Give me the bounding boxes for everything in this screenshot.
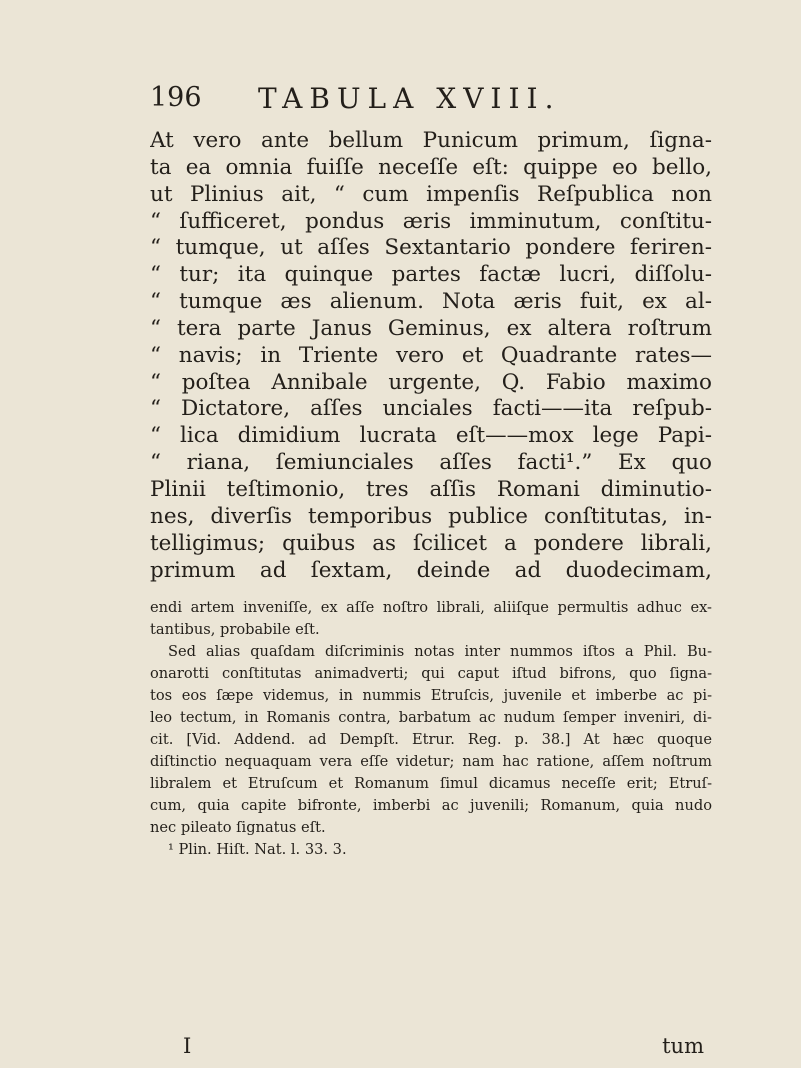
catchword: tum (662, 1034, 704, 1058)
text-line: “ tur; ita quinque partes factæ lucri, diſſolu- (150, 262, 712, 288)
text-line: “ navis; in Triente vero et Quadrante rates— (150, 342, 712, 368)
text-line: “ Dictatore, aſſes unciales facti——ita reſpub- (150, 396, 712, 422)
text-line: “ poſtea Annibale urgente, Q. Fabio maximo (150, 369, 712, 395)
text-line: “ tumque æs alienum. Nota æris fuit, ex al- (150, 289, 712, 315)
text-line: “ ſufficeret, pondus æris imminutum, conſtitu- (150, 208, 712, 234)
note-line: onarotti conſtitutas animadverti; qui caput iſtud bifrons, quo ſigna- (150, 665, 712, 682)
text-line: primum ad ſextam, deinde ad duodecimam, (150, 557, 712, 583)
page-number: 196 (150, 82, 202, 113)
text-line: At vero ante bellum Punicum primum, ſigna- (150, 128, 712, 153)
note-line: cum, quia capite bifronte, imberbi ac juvenili; Romanum, quia nudo (150, 797, 712, 814)
note-line: cit. [Vid. Addend. ad Dempſt. Etrur. Reg. p. 38.] At hæc quoque (150, 731, 712, 748)
text-line: telligimus; quibus as ſcilicet a pondere librali, (150, 530, 712, 556)
text-line: ut Plinius ait, “ cum impenſis Reſpublica non (150, 181, 712, 207)
text-line: ta ea omnia fuiſſe neceſſe eſt: quippe eo bello, (150, 154, 712, 180)
note-line: tantibus, probabile eſt. (150, 621, 320, 638)
text-line: Plinii teſtimonio, tres aſſis Romani diminutio- (150, 476, 712, 502)
page-header (150, 82, 710, 122)
signature-mark: I (183, 1034, 192, 1058)
text-line: “ riana, ſemiunciales aſſes facti¹.” Ex quo (150, 450, 712, 476)
footnote: ¹ Plin. Hiſt. Nat. l. 33. 3. (168, 841, 347, 858)
note-line: endi artem inveniſſe, ex aſſe noſtro librali, aliiſque permultis adhuc ex- (150, 599, 712, 616)
main-text (150, 128, 712, 584)
notes-text (150, 597, 712, 861)
note-line: tos eos ſæpe videmus, in nummis Etruſcis, juvenile et imberbe ac pi- (150, 687, 712, 704)
note-line: diſtinctio nequaquam vera eſſe videtur; nam hac ratione, aſſem noſtrum (150, 753, 712, 770)
text-line: “ lica dimidium lucrata eſt——mox lege Papi- (150, 423, 712, 449)
note-line: libralem et Etruſcum et Romanum ſimul dicamus neceſſe erit; Etruſ- (150, 775, 712, 792)
text-line: “ tera parte Janus Geminus, ex altera roſtrum (150, 315, 712, 341)
note-line: Sed alias quaſdam diſcriminis notas inter nummos iſtos a Phil. Bu- (168, 643, 712, 660)
text-line: “ tumque, ut aſſes Sextantario pondere feriren- (150, 235, 712, 261)
page-footer (150, 1034, 712, 1062)
note-line: leo tectum, in Romanis contra, barbatum ac nudum ſemper inveniri, di- (150, 709, 712, 726)
running-title: TABULA XVIII. (258, 82, 561, 115)
text-line: nes, diverſis temporibus publice conſtitutas, in- (150, 503, 712, 529)
note-line: nec pileato ſignatus eſt. (150, 819, 326, 836)
